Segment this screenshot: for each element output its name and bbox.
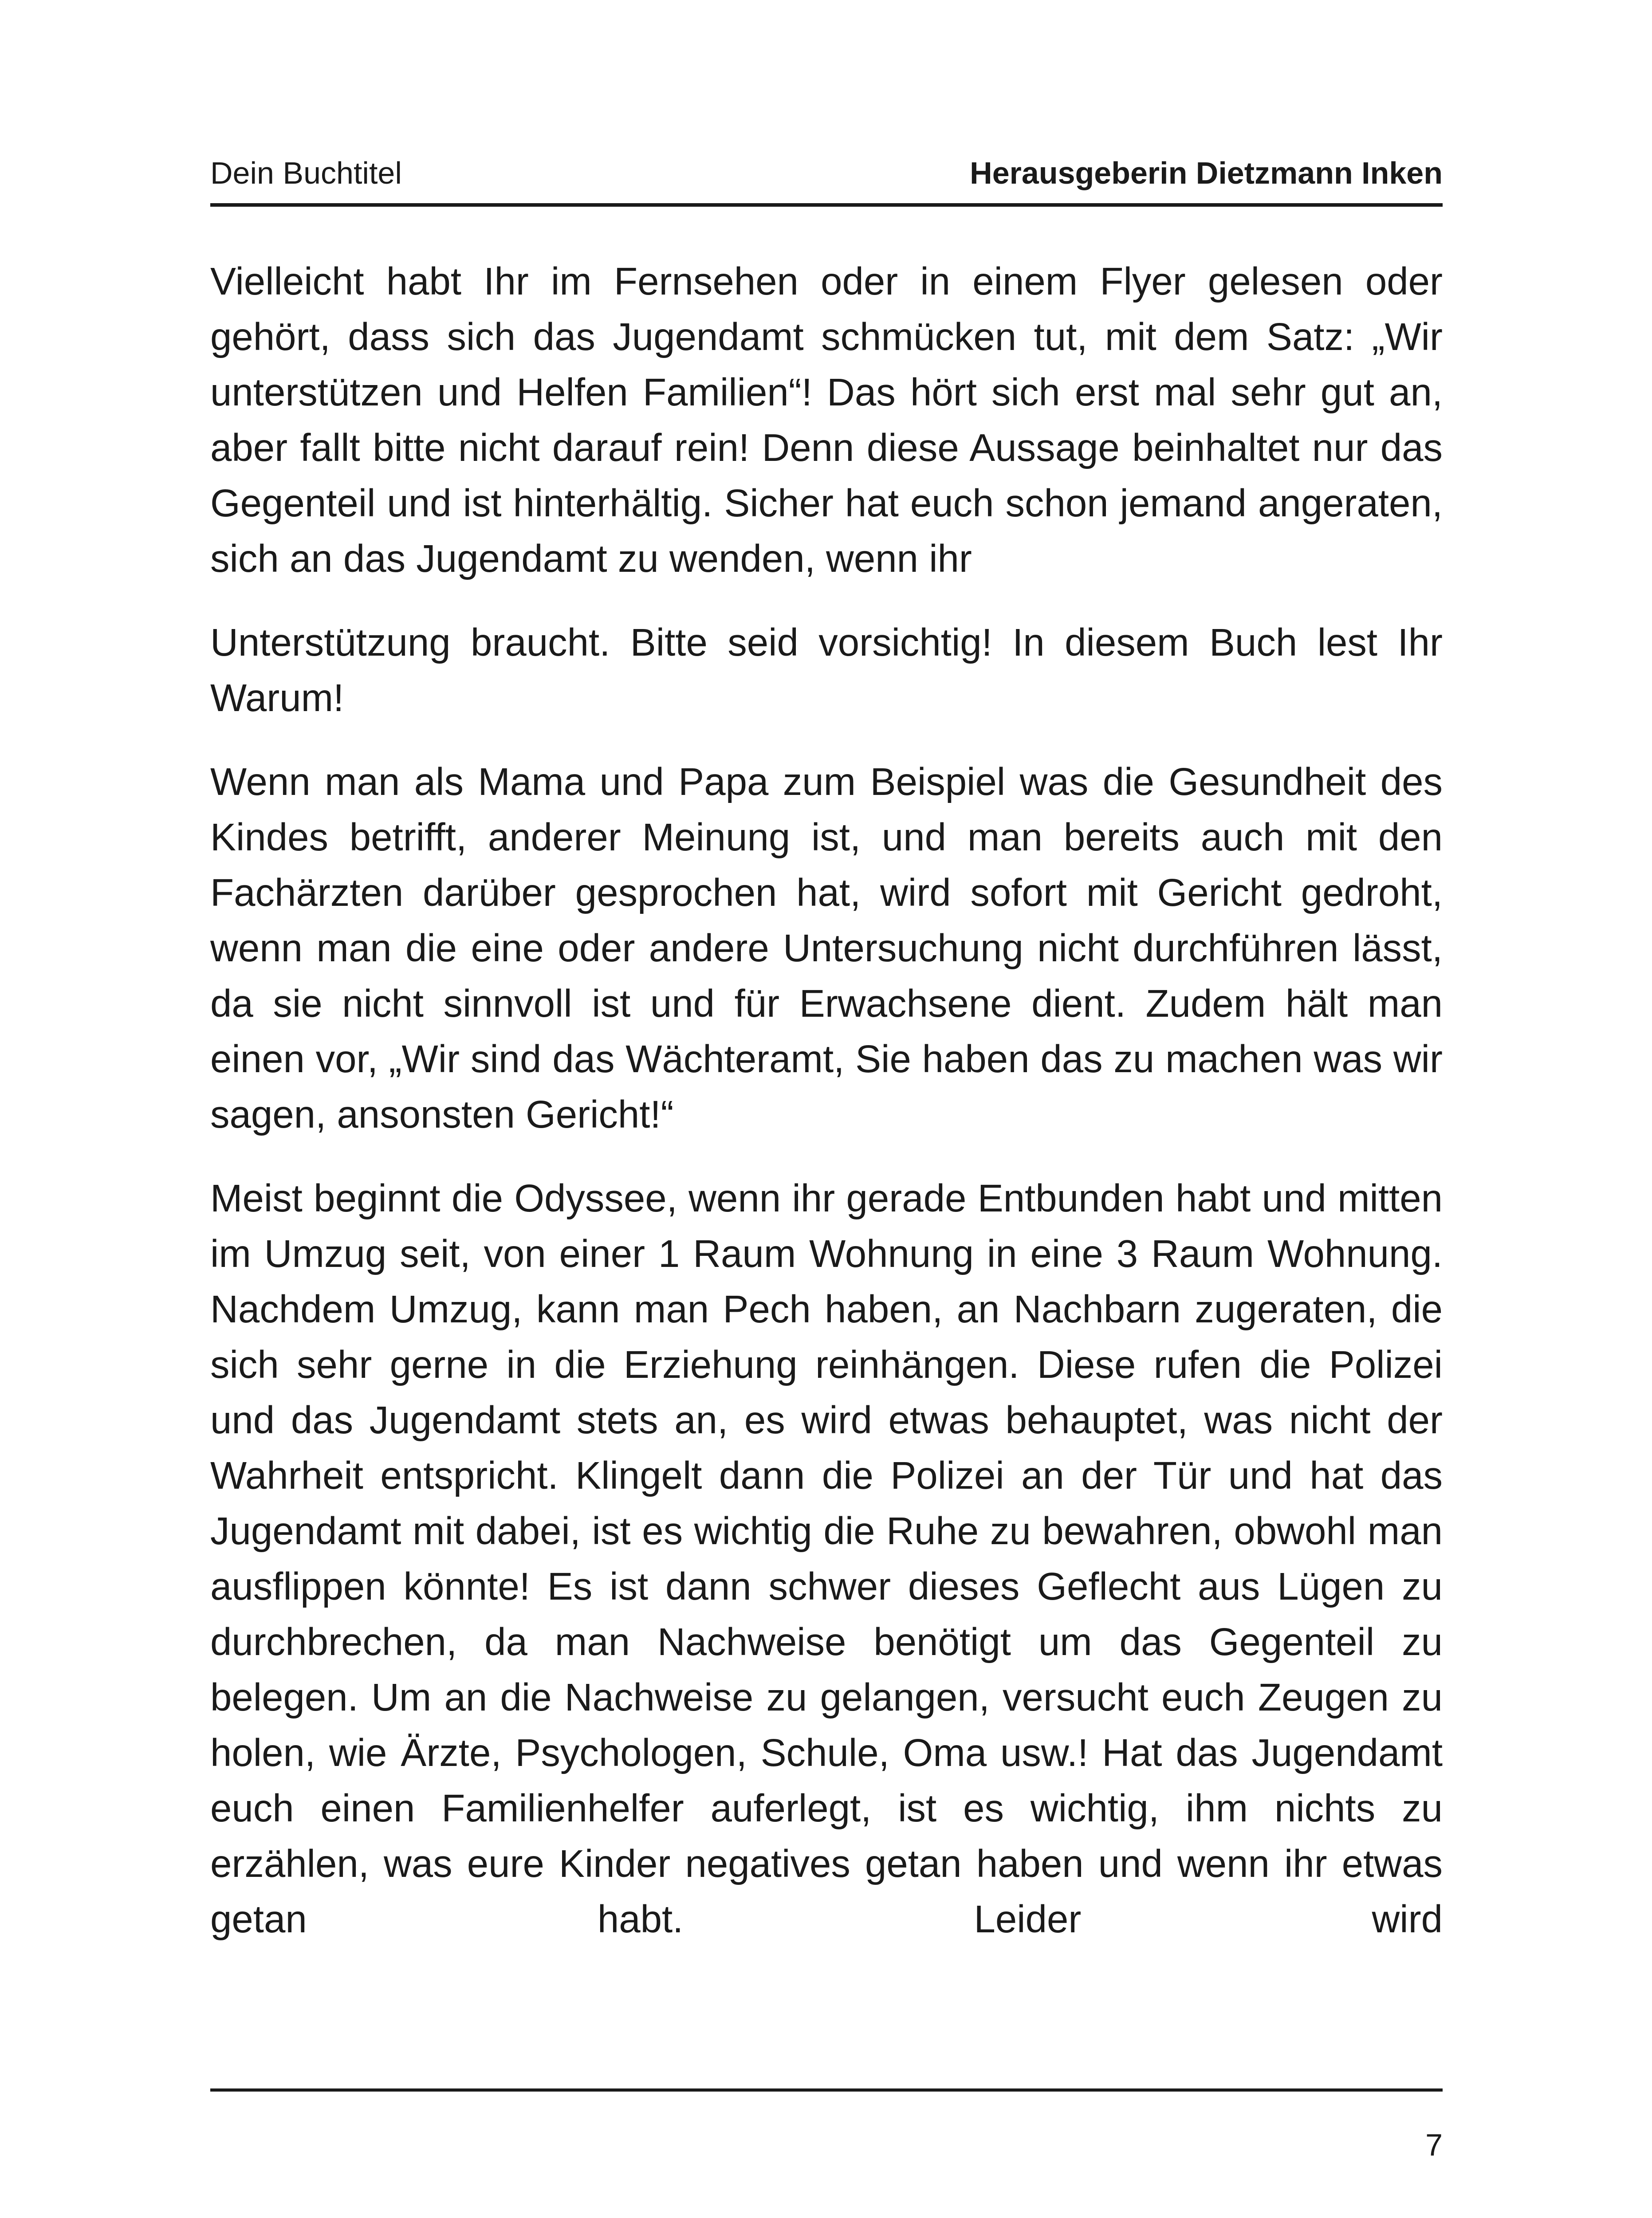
paragraph-2: Unterstützung braucht. Bitte seid vorsichtig! In diesem Buch lest Ihr Warum! [210,621,1443,720]
body-text [210,254,1443,1975]
header-rule [210,203,1443,207]
footer-rule [210,2088,1443,2092]
paragraph-3: Wenn man als Mama und Papa zum Beispiel was die Gesundheit des Kindes betrifft, anderer Meinung ist, und man bereits auch mit den Fachärzten darüber gesprochen hat, wird sofort mit Gericht gedroht, wenn man die eine oder andere Untersuchung nicht durchführen lässt, da sie nicht sinnvoll ist und für Erwachsene dient. Zudem hält man einen vor, „Wir sind das Wächteramt, Sie haben das zu machen was wir sagen, ansonsten Gericht!“ [210,760,1443,1136]
page-number: 7 [1425,2128,1443,2162]
book-title: Dein Buchtitel [210,156,402,190]
running-header [210,153,1443,193]
publisher-name: Herausgeberin Dietzmann Inken [970,156,1443,190]
paragraph-4: Meist beginnt die Odyssee, wenn ihr gerade Entbunden habt und mitten im Umzug seit, von einer 1 Raum Wohnung in eine 3 Raum Wohnung. Nachdem Umzug, kann man Pech haben, an Nachbarn zugeraten, die sich sehr gerne in die Erziehung reinhängen. Diese rufen die Polizei und das Jugendamt stets an, es wird etwas behauptet, was nicht der Wahrheit entspricht. Klingelt dann die Polizei an der Tür und hat das Jugendamt mit dabei, ist es wichtig die Ruhe zu bewahren, obwohl man ausflippen könnte! Es ist dann schwer dieses Geflecht aus Lügen zu durchbrechen, da man Nachweise benötigt um das Gegenteil zu belegen. Um an die Nachweise zu gelangen, versucht euch Zeugen zu holen, wie Ärzte, Psychologen, Schule, Oma usw.! Hat das Jugendamt euch einen Familienhelfer auferlegt, ist es wichtig, ihm nichts zu erzählen, was eure Kinder negatives getan haben und wenn ihr etwas getan habt. Leider wird [210,1177,1443,1941]
paragraph-1: Vielleicht habt Ihr im Fernsehen oder in einem Flyer gelesen oder gehört, dass sich das Jugendamt schmücken tut, mit dem Satz: „Wir unterstützen und Helfen Familien“! Das hört sich erst mal sehr gut an, aber fallt bitte nicht darauf rein! Denn diese Aussage beinhaltet nur das Gegenteil und ist hinterhältig. Sicher hat euch schon jemand angeraten, sich an das Jugendamt zu wenden, wenn ihr [210,260,1443,580]
